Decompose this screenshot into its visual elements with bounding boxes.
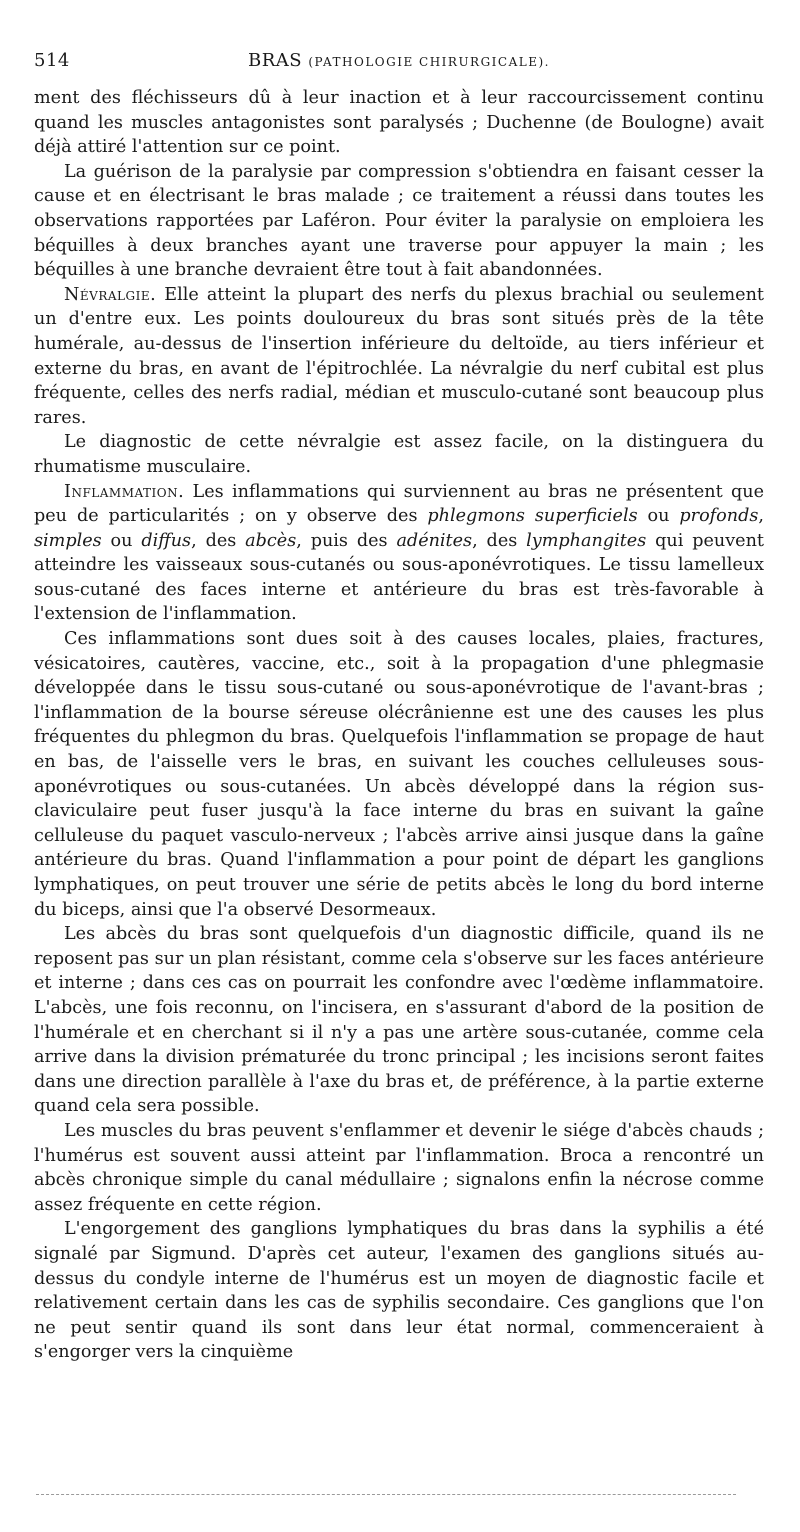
- paragraph-text: La guérison de la paralysie par compression s'obtiendra en faisant cesser la cause et en électrisant le bras malade ; ce traitement a réussi dans toutes les observations rapportées par Laféron. Pour éviter la paralysie on emploiera les béquilles à deux branches ayant une traverse pour appuyer la main ; les béquilles à une branche devraient être tout à fait abandonnées.: [34, 161, 764, 281]
- paragraph-text: Les abcès du bras sont quelquefois d'un diagnostic difficile, quand ils ne reposent pas sur un plan résistant, comme cela s'observe sur les faces antérieure et interne ; dans ces cas on pourrait les confondre avec l'œdème inflammatoire. L'abcès, une fois reconnu, on l'incisera, en s'assurant d'abord de la position de l'humérale et en cherchant si il n'y a pas une artère sous-cutanée, comme cela arrive dans la division prématurée du tronc principal ; les incisions seront faites dans une direction parallèle à l'axe du bras et, de préférence, à la partie externe quand cela sera possible.: [34, 924, 764, 1117]
- paragraph-text: ,: [758, 506, 764, 527]
- running-title: [34, 50, 764, 71]
- footer-rule: [36, 1494, 736, 1495]
- italic-term: phlegmons superficiels: [427, 506, 638, 527]
- paragraph-text: Ces inflammations sont dues soit à des causes locales, plaies, fractures, vésicatoires, cautères, vaccine, etc., soit à la propagation d'une phlegmasie développée dans le tissu sous-cutané ou sous-aponévrotique de l'avant-bras ; l'inflammation de la bourse séreuse olécrânienne est une des causes les plus fréquentes du phlegmon du bras. Quelquefois l'inflammation se propage de haut en bas, de l'aisselle vers le bras, en suivant les couches celluleuses sous-aponévrotiques ou sous-cutanées. Un abcès développé dans la région sus-claviculaire peut fuser jusqu'à la face interne du bras en suivant la gaîne celluleuse du paquet vasculo-nerveux ; l'abcès arrive ainsi jusque dans la gaîne antérieure du bras. Quand l'inflammation a pour point de départ les ganglions lymphatiques, on peut trouver une série de petits abcès le long du bord interne du biceps, ainsi que l'a observé Desormeaux.: [34, 629, 764, 920]
- paragraph-text: ou: [101, 530, 142, 551]
- paragraph-text: Les muscles du bras peuvent s'enflammer et devenir le siége d'abcès chauds ; l'humérus est souvent aussi atteint par l'inflammation. Broca a rencontré un abcès chronique simple du canal médullaire ; signalons enfin la nécrose comme assez fréquente en cette région.: [34, 1120, 764, 1215]
- paragraph-text: , des: [472, 530, 527, 551]
- paragraph-text: Les inflammations qui surviennent au bras ne présentent que peu de particularités ; on y observe des: [34, 481, 764, 527]
- section-heading-inflammation: Inflammation.: [64, 481, 185, 502]
- paragraph: [34, 86, 764, 160]
- paragraph-text: , des: [191, 530, 246, 551]
- paragraph-text: Elle atteint la plupart des nerfs du plexus brachial ou seulement un d'entre eux. Les points douloureux du bras sont situés près de la tête humérale, au-dessus de l'insertion inférieure du deltoïde, au tiers inférieur et externe du bras, en avant de l'épitrochlée. La névralgie du nerf cubital est plus fréquente, celles des nerfs radial, médian et musculo-cutané sont beaucoup plus rares.: [34, 284, 764, 428]
- italic-term: diffus: [141, 530, 192, 551]
- section-heading-nevralgie: Névralgie.: [64, 284, 157, 305]
- italic-term: lymphangites: [526, 530, 647, 551]
- text-column: [34, 86, 764, 1365]
- paragraph: [34, 430, 764, 479]
- paragraph: [34, 160, 764, 283]
- paragraph: [34, 922, 764, 1119]
- italic-term: simples: [34, 530, 102, 551]
- running-title-main: BRAS: [247, 50, 303, 71]
- paragraph-text: ou: [637, 506, 680, 527]
- page-number: 514: [34, 50, 70, 71]
- italic-term: adénites: [396, 530, 473, 551]
- paragraph: [34, 480, 764, 628]
- paragraph-text: , puis des: [296, 530, 397, 551]
- italic-term: abcès: [245, 530, 297, 551]
- paragraph-text: ment des fléchisseurs dû à leur inaction et à leur raccourcissement continu quand les muscles antagonistes sont paralysés ; Duchenne (de Boulogne) avait déjà attiré l'attention sur ce point.: [34, 88, 764, 158]
- paragraph-text: L'engorgement des ganglions lymphatiques du bras dans la syphilis a été signalé par Sigmund. D'après cet auteur, l'examen des ganglions situés au-dessus du condyle interne de l'humérus est un moyen de diagnostic facile et relativement certain dans les cas de syphilis secondaire. Ces ganglions que l'on ne peut sentir quand ils sont dans leur état normal, commenceraient à s'engorger vers la cinquième: [34, 1219, 764, 1363]
- italic-term: profonds: [679, 506, 759, 527]
- paragraph-text: qui peuvent atteindre les vaisseaux sous-cutanés ou sous-aponévrotiques. Le tissu lamelleux sous-cutané des faces interne et antérieure du bras est très-favorable à l'extension de l'inflammation.: [34, 530, 764, 625]
- running-title-sub: (PATHOLOGIE CHIRURGICALE).: [308, 55, 550, 69]
- paragraph: [34, 1119, 764, 1217]
- paragraph-text: Le diagnostic de cette névralgie est assez facile, on la distinguera du rhumatisme musculaire.: [34, 432, 764, 477]
- paragraph: [34, 627, 764, 922]
- paragraph: [34, 283, 764, 431]
- paragraph: [34, 1217, 764, 1365]
- running-head: [34, 50, 764, 80]
